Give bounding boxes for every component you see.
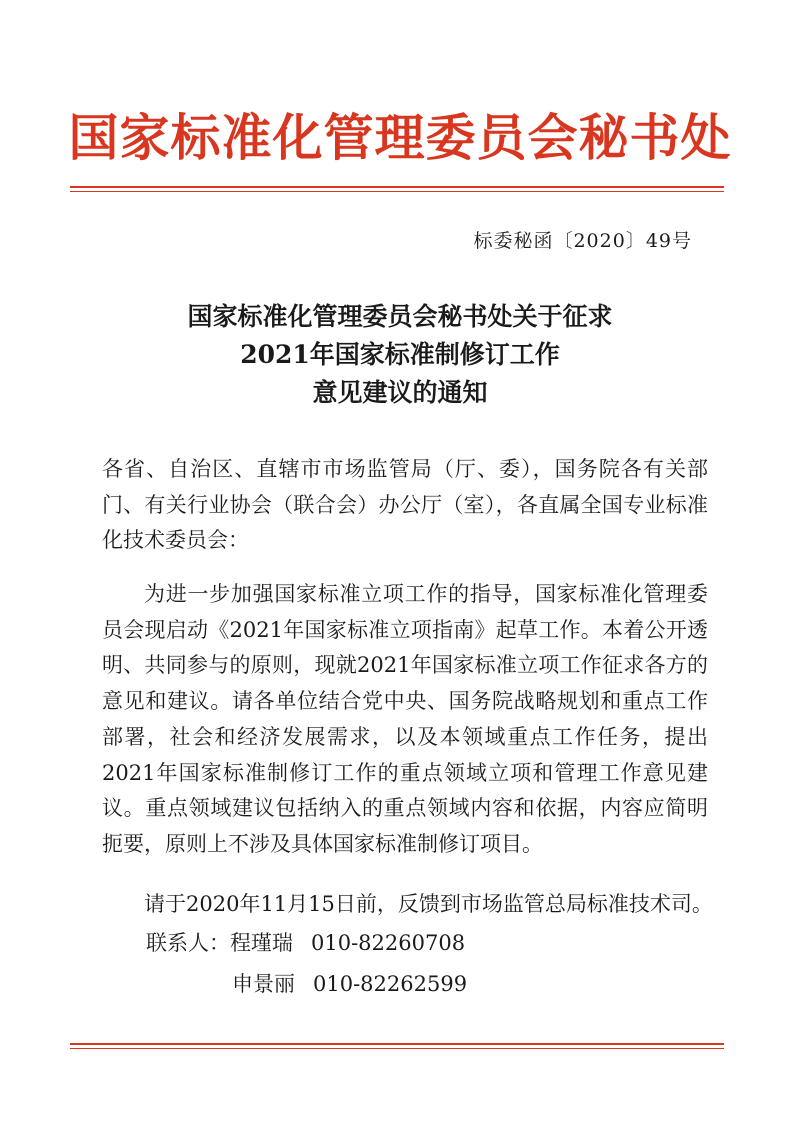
feedback-deadline: 请于2020年11月15日前，反馈到市场监管总局标准技术司。 <box>144 892 713 916</box>
title-line-2: 2021年国家标准制修订工作 <box>240 340 560 369</box>
title-line-1: 国家标准化管理委员会秘书处关于征求 <box>187 302 613 331</box>
header-divider-thin <box>70 191 724 192</box>
header-divider-thick <box>70 186 724 188</box>
body-paragraph: 为进一步加强国家标准立项工作的指导，国家标准化管理委员会现启动《2021年国家标准立项指南》起草工作。本着公开透明、共同参与的原则，现就2021年国家标准立项工作征求各方的意见和建议。请各单位结合党中央、国务院战略规划和重点工作部署，社会和经济发展需求，以及本领域重点工作任务，提出2021年国家标准制修订工作的重点领域立项和管理工作意见建议。重点领域建议包括纳入的重点领域内容和依据，内容应简明扼要，原则上不涉及具体国家标准制修订项目。 <box>102 582 708 856</box>
footer-divider-thick <box>70 1043 724 1045</box>
contact-row-1 <box>146 928 465 958</box>
issuing-office-header: 国家标准化管理委员会秘书处 <box>68 108 732 167</box>
contact-phone-2: 010-82262599 <box>313 972 468 996</box>
title-line-3: 意见建议的通知 <box>312 378 488 407</box>
addressee: 各省、自治区、直辖市市场监管局（厅、委），国务院各有关部门、有关行业协会（联合会）办公厅（室），各直属全国专业标准化技术委员会： <box>102 457 708 553</box>
document-number: 标委秘函〔2020〕49号 <box>473 230 692 252</box>
contact-name-2: 申景丽 <box>232 972 295 996</box>
contact-label: 联系人： <box>146 931 230 955</box>
contact-phone-1: 010-82260708 <box>311 931 466 955</box>
document-title <box>60 298 740 412</box>
footer-divider-thin <box>70 1048 724 1049</box>
contact-row-2 <box>232 969 467 999</box>
contact-name-1: 程瑾瑞 <box>230 931 293 955</box>
